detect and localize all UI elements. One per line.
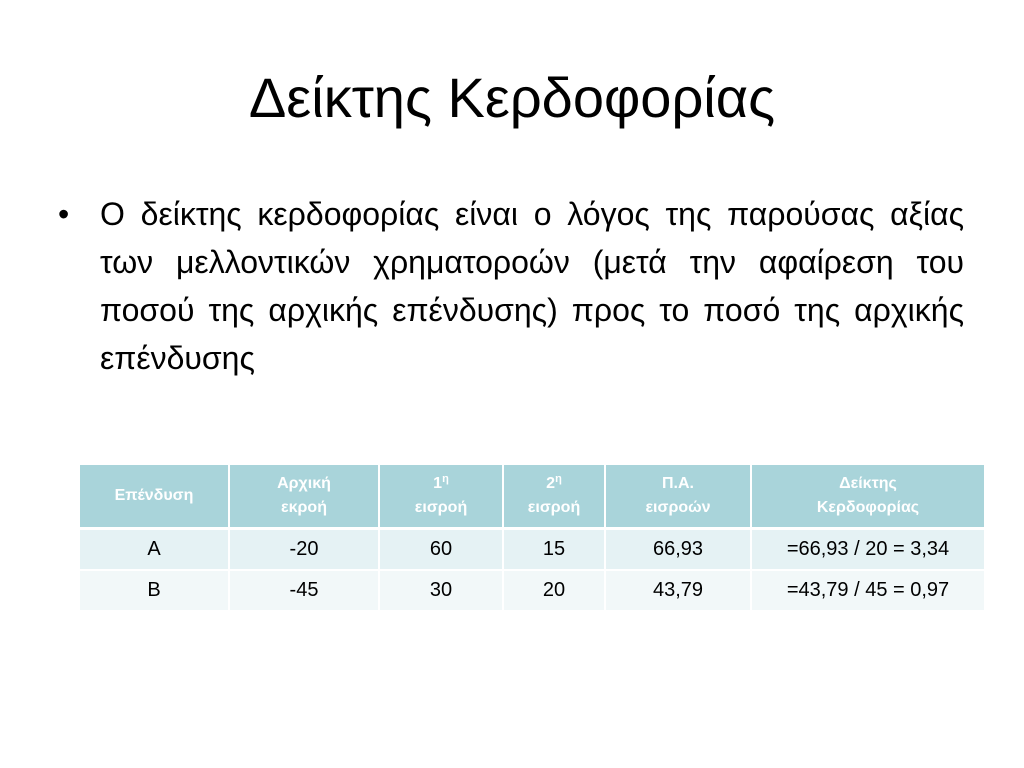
table-header-row	[80, 465, 984, 530]
cell-first-inflow: 60	[380, 530, 504, 571]
cell-second-inflow: 15	[504, 530, 606, 571]
table-row	[80, 530, 984, 571]
bullet-text: Ο δείκτης κερδοφορίας είναι ο λόγος της παρούσας αξίας των μελλοντικών χρηματοροών (μετά την αφαίρεση του ποσού της αρχικής επένδυσης) προς το ποσό της αρχικής επένδυσης	[100, 196, 964, 376]
cell-profitability-index: =43,79 / 45 = 0,97	[752, 571, 984, 612]
cell-investment: Β	[80, 571, 230, 612]
header-first-inflow: $1^\eta$ εισροή	[380, 465, 504, 530]
cell-pv-inflows: 43,79	[606, 571, 752, 612]
header-pv-inflows: Π.Α. εισροών	[606, 465, 752, 530]
cell-profitability-index: =66,93 / 20 = 3,34	[752, 530, 984, 571]
cell-pv-inflows: 66,93	[606, 530, 752, 571]
profitability-table	[80, 465, 984, 612]
cell-investment: Α	[80, 530, 230, 571]
cell-initial-outflow: -45	[230, 571, 380, 612]
bullet-point	[58, 190, 964, 382]
header-second-inflow: $2^\eta$ εισροή	[504, 465, 606, 530]
cell-second-inflow: 20	[504, 571, 606, 612]
slide-title: Δείκτης Κερδοφορίας	[248, 66, 776, 129]
bullet-dot: •	[58, 196, 70, 232]
header-initial-outflow: Αρχική εκροή	[230, 465, 380, 530]
table-row	[80, 571, 984, 612]
header-investment: Επένδυση	[80, 465, 230, 530]
cell-first-inflow: 30	[380, 571, 504, 612]
header-profitability-index: Δείκτης Κερδοφορίας	[752, 465, 984, 530]
cell-initial-outflow: -20	[230, 530, 380, 571]
